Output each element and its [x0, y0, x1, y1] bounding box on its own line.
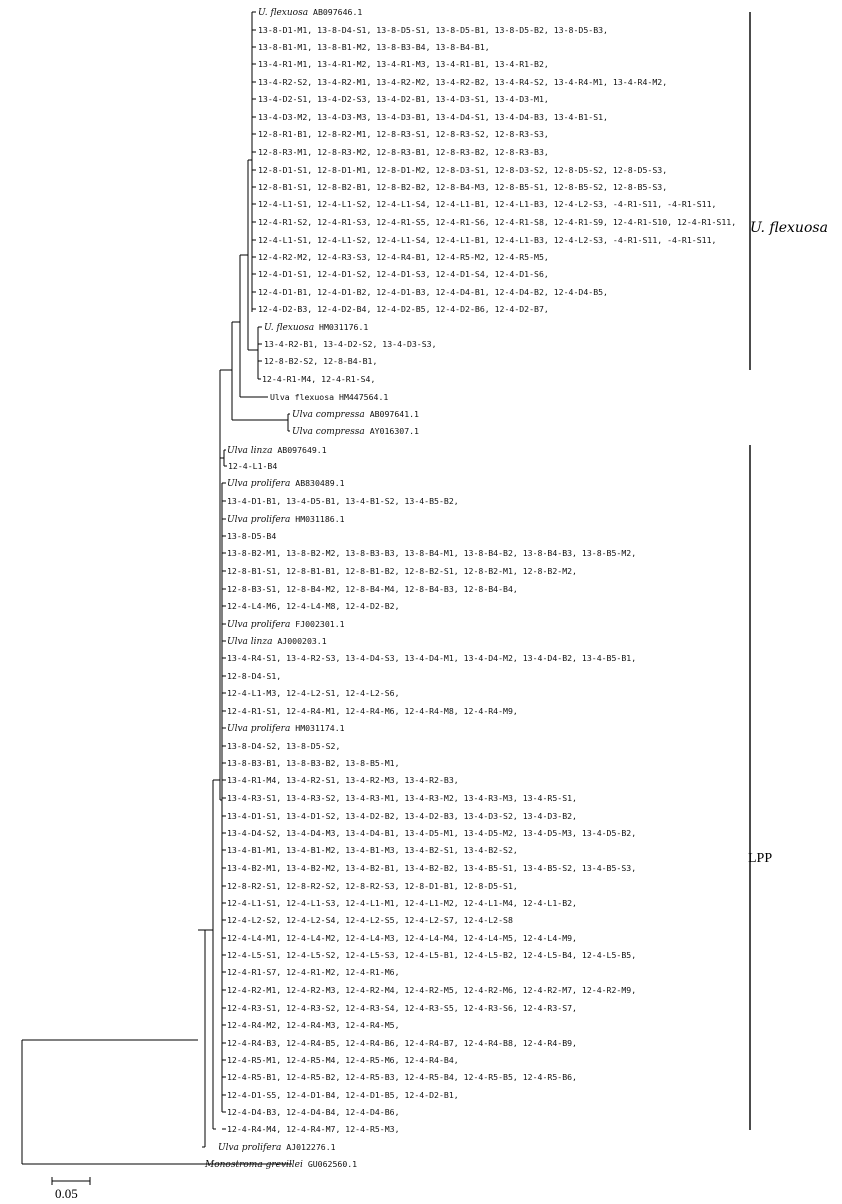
taxon-accession: 13-4-R3-S1, 13-4-R3-S2, 13-4-R3-M1, 13-4-R3-M2, 13-4-R3-M3, 13-4-R5-S1, — [227, 793, 577, 803]
taxon-accession: FJ002301.1 — [290, 619, 345, 629]
taxon-label — [258, 287, 608, 297]
taxon-accession: 13-4-D2-S1, 13-4-D2-S3, 13-4-D2-B1, 13-4-D3-S1, 13-4-D3-M1, — [258, 94, 549, 104]
taxon-label — [227, 898, 577, 908]
taxon-label — [258, 269, 549, 279]
taxon-label — [227, 514, 345, 525]
taxon-label — [258, 235, 716, 245]
taxon-label — [227, 653, 636, 663]
taxon-label — [264, 339, 437, 349]
taxon-label — [227, 758, 400, 768]
taxon-accession: 13-4-R4-S1, 13-4-R2-S3, 13-4-D4-S3, 13-4-D4-M1, 13-4-D4-M2, 13-4-D4-B2, 13-4-B5-B1, — [227, 653, 637, 663]
taxon-species-name: Ulva compressa — [292, 410, 365, 420]
taxon-label — [227, 584, 518, 594]
taxon-accession: 12-8-B2-S2, 12-8-B4-B1, — [264, 356, 378, 366]
taxon-accession: AJ012276.1 — [281, 1142, 336, 1152]
taxon-accession: 13-4-R2-B1, 13-4-D2-S2, 13-4-D3-S3, — [264, 339, 437, 349]
taxon-accession: 12-8-D4-S1, — [227, 671, 282, 681]
taxon-accession: 13-4-R1-M1, 13-4-R1-M2, 13-4-R1-M3, 13-4-R1-B1, 13-4-R1-B2, — [258, 59, 549, 69]
taxon-label — [227, 741, 340, 751]
taxon-label — [227, 496, 459, 506]
taxon-species-name: Ulva prolifera — [227, 724, 291, 734]
taxon-label — [227, 775, 459, 785]
taxon-label — [258, 199, 716, 209]
taxon-accession: 13-8-B2-M1, 13-8-B2-M2, 13-8-B3-B3, 13-8-B4-M1, 13-8-B4-B2, 13-8-B4-B3, 13-8-B5-M2, — [227, 548, 637, 558]
taxon-label — [227, 723, 345, 734]
taxon-accession: AB097641.1 — [364, 409, 419, 419]
taxon-accession: 12-4-R2-M1, 12-4-R2-M3, 12-4-R2-M4, 12-4-R2-M5, 12-4-R2-M6, 12-4-R2-M7, 12-4-R2-M9, — [227, 985, 637, 995]
taxon-label — [258, 182, 667, 192]
taxon-species-name: Monostroma grevillei — [205, 1160, 303, 1170]
scale-bar-label: 0.05 — [55, 1186, 78, 1201]
taxon-species-name: U. flexuosa — [258, 8, 309, 18]
taxon-accession: 13-8-B1-M1, 13-8-B1-M2, 13-8-B3-B4, 13-8-B4-B1, — [258, 42, 490, 52]
taxon-label — [258, 77, 667, 87]
taxon-accession: GU062560.1 — [302, 1159, 358, 1169]
taxon-label — [227, 671, 281, 681]
taxon-label — [227, 950, 636, 960]
taxon-accession: 12-4-L2-S2, 12-4-L2-S4, 12-4-L2-S5, 12-4-L2-S7, 12-4-L2-S8 — [227, 915, 513, 925]
taxon-accession: 13-4-D4-S2, 13-4-D4-M3, 13-4-D4-B1, 13-4-D5-M1, 13-4-D5-M2, 13-4-D5-M3, 13-4-D5-B2, — [227, 828, 637, 838]
taxon-label — [227, 1038, 577, 1048]
taxon-species-name: Ulva linza — [227, 446, 273, 456]
taxon-label — [264, 356, 377, 366]
taxon-accession: 13-4-R1-M4, 13-4-R2-S1, 13-4-R2-M3, 13-4-R2-B3, — [227, 775, 459, 785]
taxon-accession: Ulva flexuosa HM447564.1 — [270, 392, 389, 402]
taxon-label — [227, 1003, 577, 1013]
taxon-label — [227, 1090, 459, 1100]
taxon-accession: 12-8-B1-S1, 12-8-B1-B1, 12-8-B1-B2, 12-8-B2-S1, 12-8-B2-M1, 12-8-B2-M2, — [227, 566, 577, 576]
taxon-accession: AY016307.1 — [364, 426, 419, 436]
taxon-label — [227, 881, 518, 891]
taxon-label — [227, 619, 345, 630]
taxon-accession: 12-4-R4-M2, 12-4-R4-M3, 12-4-R4-M5, — [227, 1020, 400, 1030]
taxon-label — [227, 1107, 400, 1117]
clade-label-flexuosa: U. flexuosa — [750, 220, 828, 236]
taxon-label — [258, 147, 549, 157]
taxon-accession: 13-8-D1-M1, 13-8-D4-S1, 13-8-D5-S1, 13-8-D5-B1, 13-8-D5-B2, 13-8-D5-B3, — [258, 25, 608, 35]
taxon-accession: 12-4-D1-S1, 12-4-D1-S2, 12-4-D1-S3, 12-4-D1-S4, 12-4-D1-S6, — [258, 269, 549, 279]
taxon-species-name: U. flexuosa — [264, 323, 315, 333]
taxon-label — [258, 165, 667, 175]
taxon-label — [258, 304, 549, 314]
taxon-accession: 12-8-B3-S1, 12-8-B4-M2, 12-8-B4-M4, 12-8-B4-B3, 12-8-B4-B4, — [227, 584, 518, 594]
taxon-accession: 12-4-D4-B3, 12-4-D4-B4, 12-4-D4-B6, — [227, 1107, 400, 1117]
taxon-accession: 12-8-R3-M1, 12-8-R3-M2, 12-8-R3-B1, 12-8-R3-B2, 12-8-R3-B3, — [258, 147, 549, 157]
taxon-accession: AB097649.1 — [272, 445, 327, 455]
taxon-accession: 12-4-R1-M4, 12-4-R1-S4, — [262, 374, 376, 384]
taxon-accession: 13-8-B3-B1, 13-8-B3-B2, 13-8-B5-M1, — [227, 758, 400, 768]
taxon-label — [258, 25, 608, 35]
taxon-label — [227, 1124, 400, 1134]
taxon-label — [258, 112, 608, 122]
taxon-label — [227, 478, 345, 489]
taxon-label — [227, 601, 400, 611]
taxon-label — [218, 1142, 336, 1153]
taxon-label — [292, 409, 419, 420]
taxon-accession: 12-4-L1-S1, 12-4-L1-S2, 12-4-L1-S4, 12-4-L1-B1, 12-4-L1-B3, 12-4-L2-S3, -4-R1-S11, -4-R1-S11, — [258, 235, 717, 245]
taxon-species-name: Ulva prolifera — [227, 515, 291, 525]
taxon-label — [227, 933, 577, 943]
taxon-species-name: Ulva compressa — [292, 427, 365, 437]
taxon-label — [227, 967, 400, 977]
taxon-accession: 12-4-L1-M3, 12-4-L2-S1, 12-4-L2-S6, — [227, 688, 400, 698]
taxon-species-name: Ulva prolifera — [227, 479, 291, 489]
taxon-accession: 12-4-R4-M4, 12-4-R4-M7, 12-4-R5-M3, — [227, 1124, 400, 1134]
taxon-label — [227, 706, 518, 716]
taxon-accession: AJ000203.1 — [272, 636, 327, 646]
taxon-accession: 13-4-D1-S1, 13-4-D1-S2, 13-4-D2-B2, 13-4-D2-B3, 13-4-D3-S2, 13-4-D3-B2, — [227, 811, 577, 821]
taxon-accession: 12-4-L4-M1, 12-4-L4-M2, 12-4-L4-M3, 12-4-L4-M4, 12-4-L4-M5, 12-4-L4-M9, — [227, 933, 577, 943]
taxon-accession: 13-4-B2-M1, 13-4-B2-M2, 13-4-B2-B1, 13-4-B2-B2, 13-4-B5-S1, 13-4-B5-S2, 13-4-B5-S3, — [227, 863, 637, 873]
taxon-accession: 12-4-L1-S1, 12-4-L1-S2, 12-4-L1-S4, 12-4-L1-B1, 12-4-L1-B3, 12-4-L2-S3, -4-R1-S11, -4-R1-S11, — [258, 199, 717, 209]
taxon-label — [227, 845, 518, 855]
taxon-accession: 12-4-R5-M1, 12-4-R5-M4, 12-4-R5-M6, 12-4-R4-B4, — [227, 1055, 459, 1065]
taxon-accession: 13-4-D3-M2, 13-4-D3-M3, 13-4-D3-B1, 13-4-D4-S1, 13-4-D4-B3, 13-4-B1-S1, — [258, 112, 608, 122]
taxon-species-name: Ulva prolifera — [218, 1143, 282, 1153]
taxon-accession: 12-4-R1-S2, 12-4-R1-S3, 12-4-R1-S5, 12-4-R1-S6, 12-4-R1-S8, 12-4-R1-S9, 12-4-R1-S10, 12-4-R1-S11, — [258, 217, 737, 227]
taxon-label — [227, 1055, 459, 1065]
taxon-label — [228, 461, 277, 471]
taxon-accession: 12-4-L1-S1, 12-4-L1-S3, 12-4-L1-M1, 12-4-L1-M2, 12-4-L1-M4, 12-4-L1-B2, — [227, 898, 577, 908]
taxon-accession: 13-8-D4-S2, 13-8-D5-S2, — [227, 741, 341, 751]
taxon-label — [258, 252, 549, 262]
taxon-accession: 13-4-B1-M1, 13-4-B1-M2, 13-4-B1-M3, 13-4-B2-S1, 13-4-B2-S2, — [227, 845, 518, 855]
taxon-accession: 12-4-L1-B4 — [228, 461, 278, 471]
taxon-accession: 12-4-D1-B1, 12-4-D1-B2, 12-4-D1-B3, 12-4-D4-B1, 12-4-D4-B2, 12-4-D4-B5, — [258, 287, 608, 297]
taxon-accession: 12-4-D1-S5, 12-4-D1-B4, 12-4-D1-B5, 12-4-D2-B1, — [227, 1090, 459, 1100]
taxon-label — [262, 374, 375, 384]
taxon-label — [227, 985, 636, 995]
taxon-accession: 13-8-D5-B4 — [227, 531, 277, 541]
taxon-accession: 12-8-R2-S1, 12-8-R2-S2, 12-8-R2-S3, 12-8-D1-B1, 12-8-D5-S1, — [227, 881, 518, 891]
taxon-accession: 12-8-R1-B1, 12-8-R2-M1, 12-8-R3-S1, 12-8-R3-S2, 12-8-R3-S3, — [258, 129, 549, 139]
taxon-accession: 12-4-R1-S7, 12-4-R1-M2, 12-4-R1-M6, — [227, 967, 400, 977]
taxon-accession: 12-4-R2-M2, 12-4-R3-S3, 12-4-R4-B1, 12-4-R5-M2, 12-4-R5-M5, — [258, 252, 549, 262]
taxon-label — [227, 793, 577, 803]
taxon-accession: 13-4-R2-S2, 13-4-R2-M1, 13-4-R2-M2, 13-4-R2-B2, 13-4-R4-S2, 13-4-R4-M1, 13-4-R4-M2, — [258, 77, 668, 87]
taxon-accession: HM031176.1 — [314, 322, 369, 332]
taxon-species-name: Ulva linza — [227, 637, 273, 647]
taxon-label — [227, 445, 327, 456]
taxon-label — [258, 217, 736, 227]
taxon-label — [227, 863, 636, 873]
taxon-accession: 12-4-R1-S1, 12-4-R4-M1, 12-4-R4-M6, 12-4-R4-M8, 12-4-R4-M9, — [227, 706, 518, 716]
taxon-label — [227, 811, 577, 821]
taxon-label — [227, 548, 636, 558]
taxon-label — [258, 7, 362, 18]
taxon-accession: 13-4-D1-B1, 13-4-D5-B1, 13-4-B1-S2, 13-4-B5-B2, — [227, 496, 459, 506]
taxon-accession: AB830489.1 — [290, 478, 345, 488]
taxon-accession: HM031174.1 — [290, 723, 345, 733]
taxon-label — [227, 688, 400, 698]
taxon-accession: 12-8-B1-S1, 12-8-B2-B1, 12-8-B2-B2, 12-8-B4-M3, 12-8-B5-S1, 12-8-B5-S2, 12-8-B5-S3, — [258, 182, 668, 192]
taxon-label — [258, 94, 549, 104]
taxon-label — [227, 1072, 577, 1082]
taxon-label — [270, 392, 388, 402]
taxon-label — [258, 42, 490, 52]
taxon-accession: 12-4-R4-B3, 12-4-R4-B5, 12-4-R4-B6, 12-4-R4-B7, 12-4-R4-B8, 12-4-R4-B9, — [227, 1038, 577, 1048]
taxon-label — [227, 566, 577, 576]
taxon-label — [258, 129, 549, 139]
taxon-accession: 12-4-L5-S1, 12-4-L5-S2, 12-4-L5-S3, 12-4-L5-B1, 12-4-L5-B2, 12-4-L5-B4, 12-4-L5-B5, — [227, 950, 637, 960]
taxon-accession: AB097646.1 — [308, 7, 363, 17]
taxon-label — [227, 915, 513, 925]
taxon-label — [227, 531, 276, 541]
taxon-accession: 12-4-R3-S1, 12-4-R3-S2, 12-4-R3-S4, 12-4-R3-S5, 12-4-R3-S6, 12-4-R3-S7, — [227, 1003, 577, 1013]
taxon-label — [227, 1020, 400, 1030]
taxon-accession: 12-4-L4-M6, 12-4-L4-M8, 12-4-D2-B2, — [227, 601, 400, 611]
taxon-accession: 12-4-D2-B3, 12-4-D2-B4, 12-4-D2-B5, 12-4-D2-B6, 12-4-D2-B7, — [258, 304, 549, 314]
taxon-label — [264, 322, 368, 333]
taxon-label — [227, 636, 327, 647]
taxon-label — [292, 426, 419, 437]
taxon-accession: HM031186.1 — [290, 514, 345, 524]
taxon-species-name: Ulva prolifera — [227, 620, 291, 630]
clade-label-lpp: LPP — [748, 851, 773, 866]
taxon-label — [227, 828, 636, 838]
taxon-label — [258, 59, 549, 69]
taxon-accession: 12-8-D1-S1, 12-8-D1-M1, 12-8-D1-M2, 12-8-D3-S1, 12-8-D3-S2, 12-8-D5-S2, 12-8-D5-S3, — [258, 165, 668, 175]
taxon-accession: 12-4-R5-B1, 12-4-R5-B2, 12-4-R5-B3, 12-4-R5-B4, 12-4-R5-B5, 12-4-R5-B6, — [227, 1072, 577, 1082]
